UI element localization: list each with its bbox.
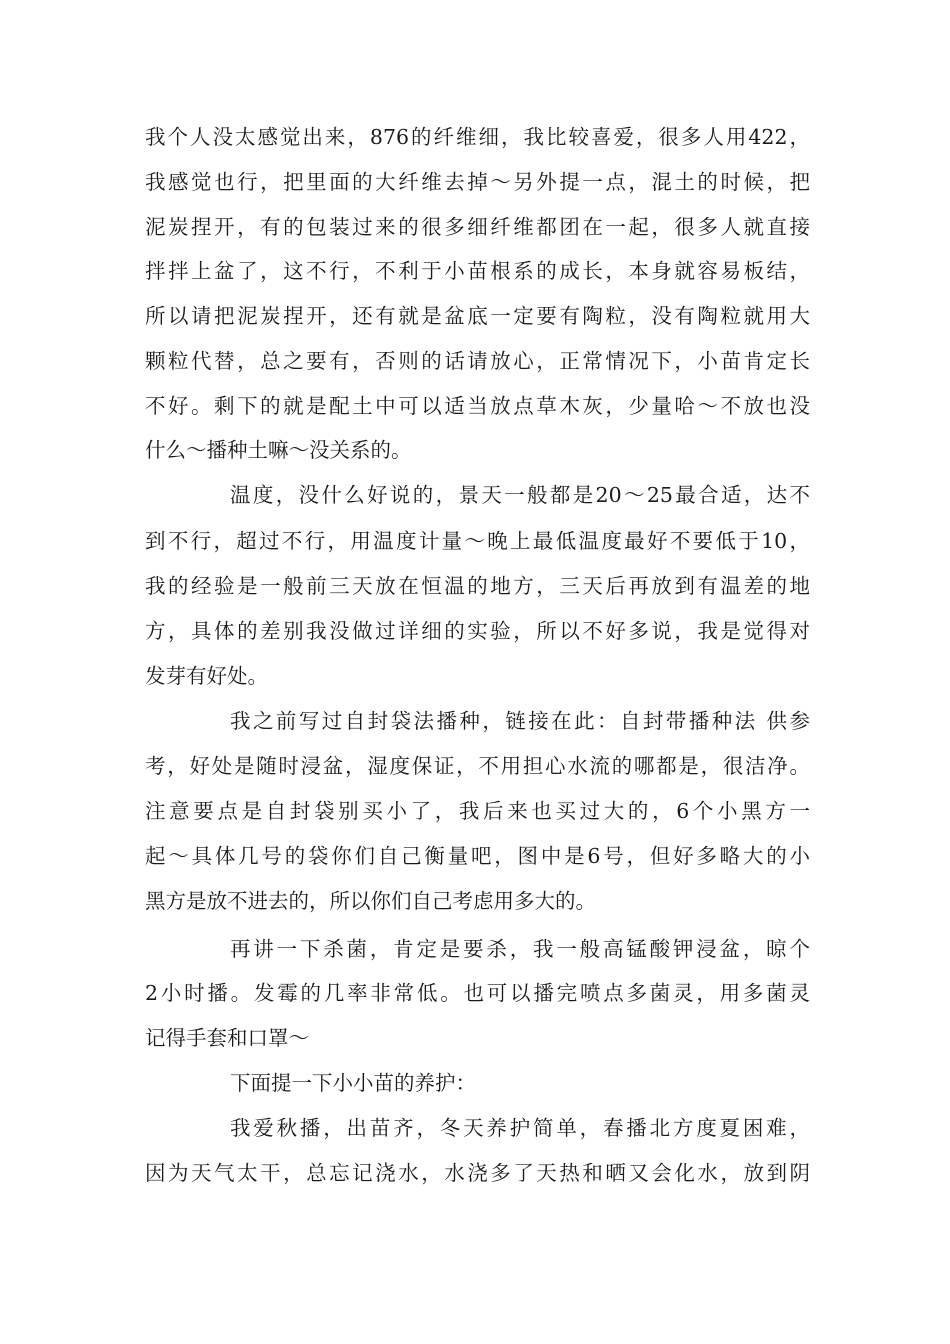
text-line: 记得手套和口罩～ bbox=[145, 1026, 309, 1050]
text-line: 不好。剩下的就是配土中可以适当放点草木灰，少量哈～不放也没 bbox=[145, 394, 810, 418]
text-line: 拌拌上盆了，这不行，不利于小苗根系的成长，本身就容易板结， bbox=[145, 259, 810, 283]
text-line: 考，好处是随时浸盆，湿度保证，不用担心水流的哪都是，很洁净。 bbox=[145, 754, 810, 778]
text-line: 我的经验是一般前三天放在恒温的地方，三天后再放到有温差的地 bbox=[145, 574, 810, 598]
text-line: 方，具体的差别我没做过详细的实验，所以不好多说，我是觉得对 bbox=[145, 619, 810, 643]
text-line: 注意要点是自封袋别买小了，我后来也买过大的，6个小黑方一 bbox=[145, 799, 810, 823]
text-line: 泥炭捏开，有的包装过来的很多细纤维都团在一起，很多人就直接 bbox=[145, 215, 810, 239]
paragraph-first-line: 我爱秋播，出苗齐，冬天养护简单，春播北方度夏困难， bbox=[230, 1116, 810, 1140]
text-line: 发芽有好处。 bbox=[145, 664, 268, 688]
text-line: 我感觉也行，把里面的大纤维去掉～另外提一点，混土的时候，把 bbox=[145, 170, 810, 194]
text-line: 颗粒代替，总之要有，否则的话请放心，正常情况下，小苗肯定长 bbox=[145, 349, 810, 373]
text-line: 2小时播。发霉的几率非常低。也可以播完喷点多菌灵，用多菌灵 bbox=[145, 981, 810, 1005]
text-line: 到不行，超过不行，用温度计量～晚上最低温度最好不要低于10， bbox=[145, 529, 810, 553]
text-line: 因为天气太干，总忘记浇水，水浇多了天热和晒又会化水，放到阴 bbox=[145, 1161, 810, 1185]
text-line: 所以请把泥炭捏开，还有就是盆底一定要有陶粒，没有陶粒就用大 bbox=[145, 304, 810, 328]
text-line: 起～具体几号的袋你们自己衡量吧，图中是6号，但好多略大的小 bbox=[145, 844, 810, 868]
paragraph-first-line: 下面提一下小小苗的养护： bbox=[230, 1071, 476, 1095]
text-line: 我个人没太感觉出来，876的纤维细，我比较喜爱，很多人用422， bbox=[145, 125, 810, 149]
paragraph-first-line: 温度，没什么好说的，景天一般都是20～25最合适，达不 bbox=[230, 483, 810, 507]
text-line: 什么～播种土嘛～没关系的。 bbox=[145, 438, 412, 462]
paragraph-first-line: 我之前写过自封袋法播种，链接在此：自封带播种法 供参 bbox=[230, 709, 810, 733]
text-line: 黑方是放不进去的，所以你们自己考虑用多大的。 bbox=[145, 889, 596, 913]
paragraph-first-line: 再讲一下杀菌，肯定是要杀，我一般高锰酸钾浸盆，晾个 bbox=[230, 937, 810, 961]
